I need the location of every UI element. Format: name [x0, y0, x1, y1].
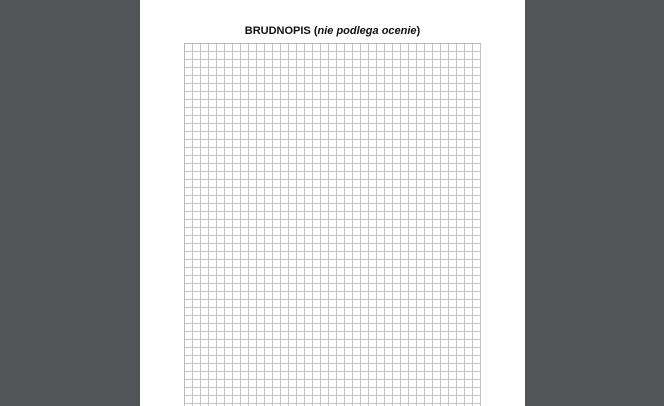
title-close-paren: ): [416, 25, 421, 37]
page-title: [140, 25, 525, 37]
title-open-paren: (: [310, 25, 318, 37]
title-italic-note: nie podlega ocenie: [317, 25, 417, 37]
draft-grid: [184, 43, 481, 406]
document-page: [140, 0, 525, 406]
title-main: BRUDNOPIS: [244, 25, 311, 37]
